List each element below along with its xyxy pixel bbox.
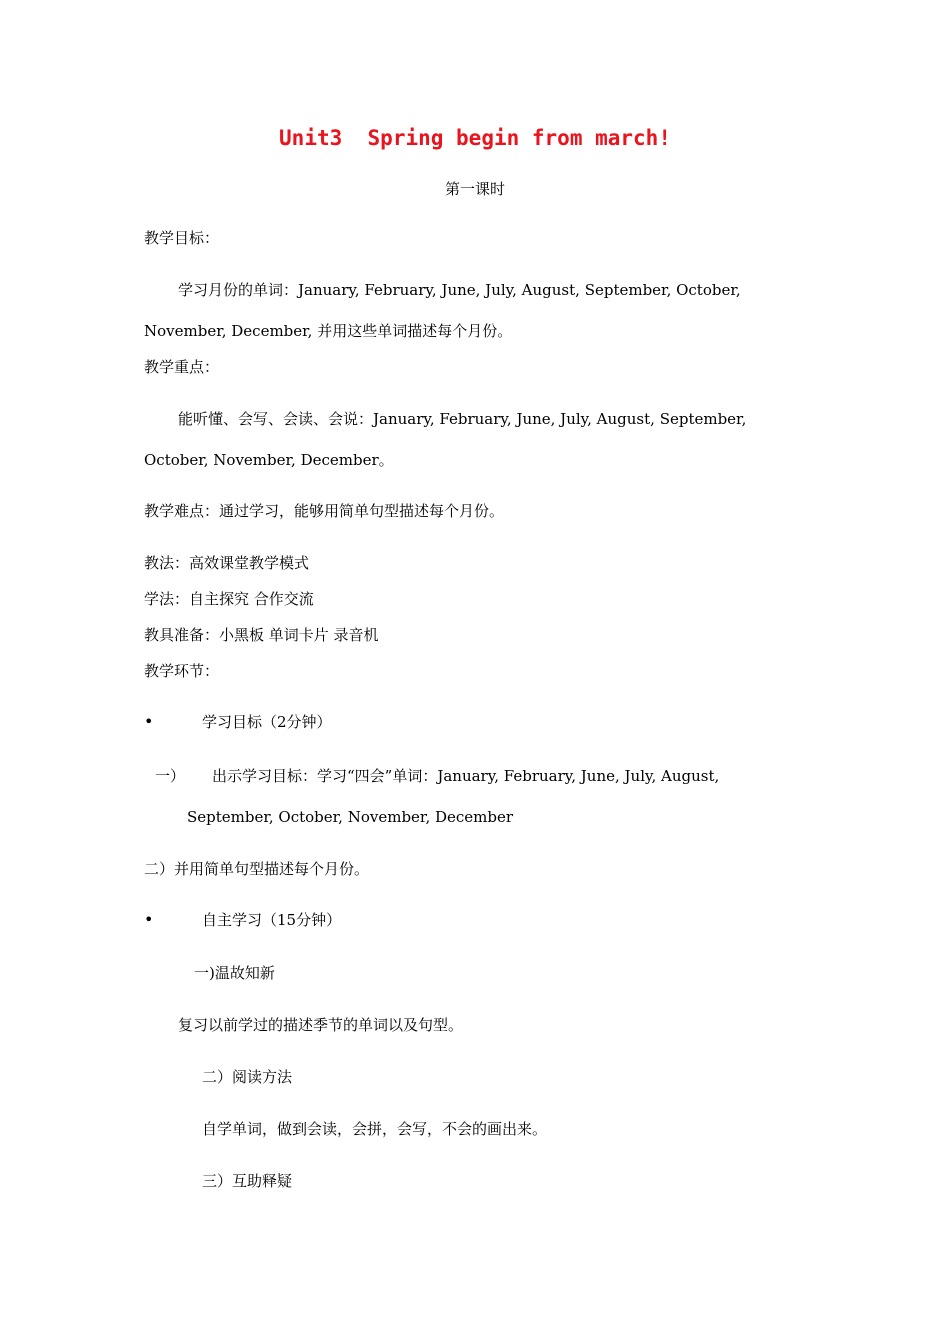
teaching-tools: 教具准备：小黑板 单词卡片 录音机 [144,626,379,644]
sub-item-1-line-2: September, October, November, December [187,808,514,826]
bullet-1: • [144,712,154,731]
reading-heading: 二）阅读方法 [202,1068,293,1086]
goals-text-line-1: 学习月份的单词：January, February, June, July, August, September, October, [178,281,741,299]
goals-heading: 教学目标： [144,229,220,247]
difficulty-text: 教学难点：通过学习，能够用简单句型描述每个月份。 [144,502,505,520]
keypoints-text-line-2: October, November, December。 [144,451,394,469]
lesson-subtitle: 第一课时 [444,180,505,198]
keypoints-text-line-1: 能听懂、会写、会读、会说：January, February, June, July, August, September, [178,410,747,428]
section-2-label: 自主学习（15分钟） [202,911,342,929]
goals-text-line-2: November, December, 并用这些单词描述每个月份。 [144,322,513,340]
review-text: 复习以前学过的描述季节的单词以及句型。 [178,1016,464,1034]
document-title: Unit3 Spring begin from march! [279,126,671,150]
reading-text: 自学单词，做到会读，会拼，会写，不会的画出来。 [202,1120,548,1138]
learning-method: 学法：自主探究 合作交流 [144,590,314,608]
sub-item-1-line-1: 出示学习目标：学习“四会”单词：January, February, June, July, August, [212,767,720,785]
review-heading: 一)温故知新 [194,964,275,982]
mutual-help-heading: 三）互助释疑 [202,1172,293,1190]
sub-item-1-number: 一） [155,767,186,785]
bullet-2: • [144,910,154,929]
section-1-label: 学习目标（2分钟） [202,713,332,731]
sub-item-2: 二）并用简单句型描述每个月份。 [144,860,370,878]
steps-heading: 教学环节： [144,662,220,680]
keypoints-heading: 教学重点： [144,358,220,376]
teaching-method: 教法：高效课堂教学模式 [144,554,310,572]
